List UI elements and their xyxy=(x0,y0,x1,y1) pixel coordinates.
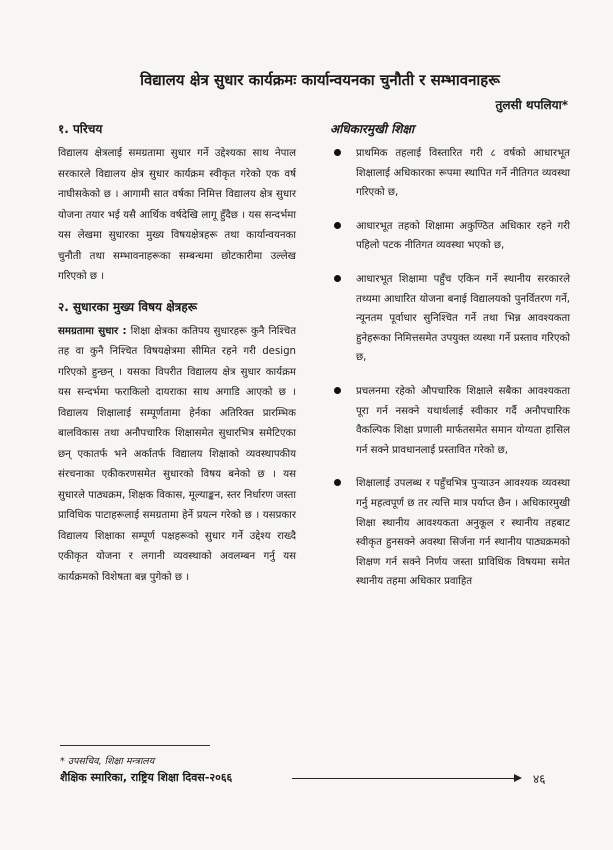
bullet-icon xyxy=(334,479,341,486)
list-item xyxy=(330,382,570,460)
bullet-list xyxy=(330,144,570,592)
list-item xyxy=(330,217,570,256)
footnote-divider xyxy=(60,745,210,746)
list-item xyxy=(330,144,570,203)
list-item xyxy=(330,474,570,592)
run-in-heading: समग्रतामा सुधार : xyxy=(58,325,127,337)
left-column xyxy=(58,120,296,598)
list-item xyxy=(330,270,570,368)
rights-based-education-heading: अधिकारमुखी शिक्षा xyxy=(330,122,415,136)
list-item-text: आधारभूत शिक्षामा पहुँच एकिन गर्ने स्थानीय सरकारले तथ्यमा आधारित योजना बनाई विद्यालयको पुनर्वितरण गर्ने, न्यूनतम पूर्वाधार सुनिश्चित गर्ने तथा भिन्न आवश्यकता हुनेहरूका निमित्तसमेत उपयुक्त व्यस्था गर्ने प्रस्ताव गरिएको छ, xyxy=(356,273,570,364)
reform-areas-paragraph xyxy=(58,322,296,589)
introduction-paragraph: विद्यालय क्षेत्रलाई समग्रतामा सुधार गर्ने उद्देश्यका साथ नेपाल सरकारले विद्यालय क्षेत्र सुधार कार्यक्रम स्वीकृत गरेको एक वर्ष नाघीसकेको छ । आगामी सात वर्षका निमित्त विद्यालय क्षेत्र सुधार योजना तयार भई यसै आर्थिक वर्षदेखि लागू हुँदैछ । यस सन्दर्भमा यस लेखमा सुधारका मुख्य विषयक्षेत्रहरू तथा कार्यान्वयनका चुनौती तथा सम्भावनाहरूका सम्बन्धमा छोटकारीमा उल्लेख गरिएको छ । xyxy=(58,148,296,282)
bullet-icon xyxy=(334,387,341,394)
page-number: ४६ xyxy=(533,772,546,786)
footer-publication: शैक्षिक स्मारिका, राष्ट्रिय शिक्षा दिवस-२०६६ xyxy=(60,771,233,784)
list-item-text: प्राथमिक तहलाई विस्तारित गरी ८ वर्षको आधारभूत शिक्षालाई अधिकारका रूपमा स्थापित गर्ने नीतिगत व्यवस्था गरिएको छ, xyxy=(356,148,570,199)
bullet-icon xyxy=(334,149,341,156)
section-heading-reform-areas: २. सुधारका मुख्य विषय क्षेत्रहरू xyxy=(58,299,198,314)
author-name: तुलसी थपलिया* xyxy=(495,98,568,112)
article-title: विद्यालय क्षेत्र सुधार कार्यक्रमः कार्यान्वयनका चुनौती र सम्भावनाहरू xyxy=(140,71,500,89)
reform-areas-text: शिक्षा क्षेत्रका कतिपय सुधारहरू कुनै निश्चित तह वा कुनै निश्चित विषयक्षेत्रमा सीमित रहने गरी design गरिएको हुन्छन् । यसका विपरीत विद्यालय क्षेत्र सुधार कार्यक्रम यस सन्दर्भमा फराकिलो दायराका साथ अगाडि आएको छ । विद्यालय शिक्षालाई सम्पूर्णतामा हेर्नका अतिरिक्त प्रारम्भिक बालविकास तथा अनौपचारिक शिक्षासमेत सुधारभित्र समेटिएका छन् एकातर्फ भने अर्कातर्फ विद्यालय शिक्षाको व्यवस्थापकीय संरचनाका एकीकरणसमेत सुधारको विषय बनेको छ । यस सुधारले पाठ्यक्रम, शिक्षक विकास, मूल्याङ्कन, स्तर निर्धारण जस्ता प्राविधिक पाटाहरूलाई समग्रतामा हेर्ने प्रयत्न गरेको छ । यसप्रकार विद्यालय शिक्षाका सम्पूर्ण पक्षहरूको सुधार गर्ने उद्देश्य राख्दै एकीकृत योजना र लगानी व्यवस्थाको अवलम्बन गर्नु यस कार्यक्रमको विशेषता बन्न पुगेको छ । xyxy=(58,325,296,583)
arrow-right-icon xyxy=(292,778,520,779)
footnote: * उपसचिव, शिक्षा मन्त्रालय xyxy=(60,756,155,767)
list-item-text: आधारभूत तहको शिक्षामा अकुण्ठित अधिकार रहने गरी पहिलो पटक नीतिगत व्यवस्था भएको छ, xyxy=(356,220,570,252)
bullet-icon xyxy=(334,275,341,282)
right-column xyxy=(330,120,570,606)
list-item-text: शिक्षालाई उपलब्ध र पहुँचभित्र पुऱ्याउन आवश्यक व्यवस्था गर्नु महत्वपूर्ण छ तर त्यत्ति मात्र पर्याप्त छैन । अधिकारमुखी शिक्षा स्थानीय आवश्यकता अनुकूल र स्थानीय तहबाट स्वीकृत हुनसक्ने अवस्था सिर्जना गर्न स्थानीय पाठ्यक्रमको शिक्षण गर्न सक्ने निर्णय जस्ता प्राविधिक विषयमा समेत स्थानीय तहमा अधिकार प्रवाहित xyxy=(356,478,570,588)
bullet-icon xyxy=(334,222,341,229)
list-item-text: प्रचलनमा रहेको औपचारिक शिक्षाले सबैका आवश्यकता पूरा गर्न नसक्ने यथार्थलाई स्वीकार गर्दै अनौपचारिक वैकल्पिक शिक्षा प्रणाली मार्फतसमेत समान योग्यता हासिल गर्न सक्ने प्रावधानलाई प्रस्तावित गरेको छ, xyxy=(356,385,570,456)
section-heading-introduction: १. परिचय xyxy=(58,122,103,136)
